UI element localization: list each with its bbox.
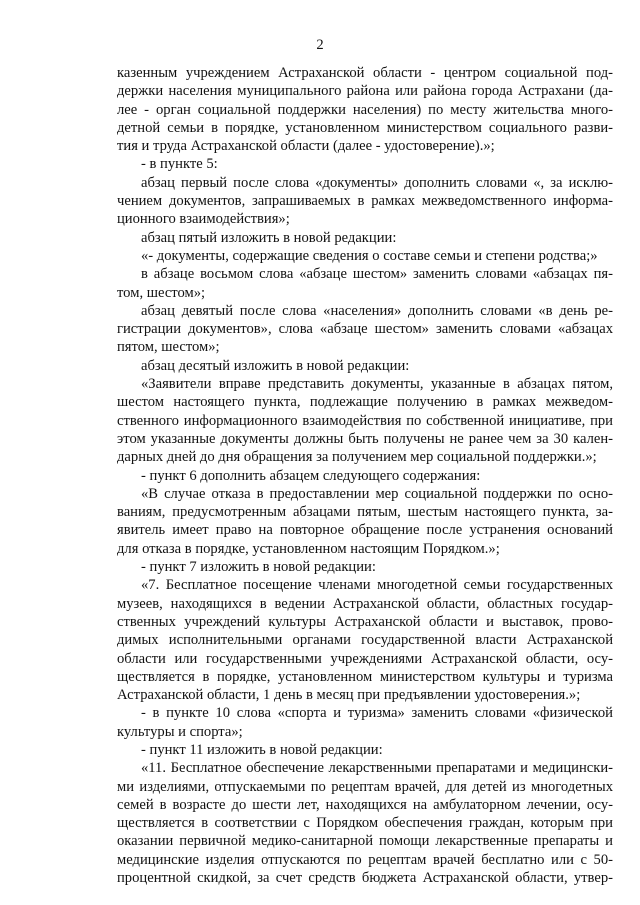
text-line: ми изделиями, отпускаемыми по рецептам врачей, для детей из многодетных bbox=[117, 778, 613, 795]
text-line: - в пункте 10 слова «спорта и туризма» заменить словами «физической bbox=[141, 705, 613, 722]
text-line: «11. Бесплатное обеспечение лекарственными препаратами и медицински- bbox=[141, 760, 613, 777]
text-line: области или государственными учреждениями Астраханской области, осу- bbox=[117, 650, 613, 667]
text-line: музеев, находящихся в ведении Астраханской области, областных государ- bbox=[117, 595, 613, 612]
page-number: 2 bbox=[316, 37, 324, 53]
paragraph bbox=[117, 302, 613, 357]
text-line: ществляется в соответствии с Порядком обеспечения граждан, которым при bbox=[117, 815, 613, 832]
text-line: культуры и спорта»; bbox=[117, 723, 243, 740]
text-line: шестом настоящего пункта, подлежащие получению в рамках межведом- bbox=[117, 394, 613, 411]
paragraph bbox=[117, 558, 613, 576]
text-line: - пункт 11 изложить в новой редакции: bbox=[141, 741, 383, 758]
text-line: абзац десятый изложить в новой редакции: bbox=[141, 357, 410, 374]
document-body bbox=[117, 64, 613, 887]
paragraph bbox=[117, 485, 613, 558]
paragraph bbox=[117, 704, 613, 741]
text-line: в абзаце восьмом слова «абзаце шестом» заменить словами «абзацах пя- bbox=[141, 266, 613, 283]
text-line: этом указанные документы должны быть получены не ранее чем за 30 кален- bbox=[117, 430, 613, 447]
text-line: пятом, шестом»; bbox=[117, 339, 220, 356]
paragraph bbox=[117, 265, 613, 302]
text-line: лее - орган социальной поддержки населения) по месту жительства много- bbox=[117, 101, 613, 118]
text-line: абзац пятый изложить в новой редакции: bbox=[141, 229, 397, 246]
text-line: для отказа в порядке, установленном настоящим Порядком.»; bbox=[117, 540, 500, 557]
text-line: ционного взаимодействия»; bbox=[117, 211, 290, 228]
text-line: ственного информационного взаимодействия по собственной инициативе, при bbox=[117, 412, 613, 429]
text-line: - в пункте 5: bbox=[141, 156, 218, 173]
text-line: тия и труда Астраханской области (далее - удостоверение).»; bbox=[117, 138, 495, 155]
paragraph bbox=[117, 357, 613, 375]
text-line: ваниям, предусмотренным абзацами пятым, шестым настоящего пункта, за- bbox=[117, 504, 613, 521]
text-line: семей в возрасте до шести лет, находящихся на амбулаторном лечении, осу- bbox=[117, 796, 613, 813]
paragraph bbox=[117, 247, 613, 265]
text-line: том, шестом»; bbox=[117, 284, 206, 301]
text-line: оказании первичной медико-санитарной помощи лекарственные препараты и bbox=[117, 833, 613, 850]
text-line: явитель имеет право на повторное обращение после устранения оснований bbox=[117, 522, 613, 539]
text-line: медицинские изделия отпускаются по рецептам врачей бесплатно или с 50- bbox=[117, 851, 613, 868]
paragraph bbox=[117, 375, 613, 466]
text-line: «7. Бесплатное посещение членами многодетной семьи государственных bbox=[141, 577, 613, 594]
paragraph bbox=[117, 576, 613, 704]
text-line: чением документов, запрашиваемых в рамках межведомственного информа- bbox=[117, 193, 613, 210]
paragraph bbox=[117, 759, 613, 887]
text-line: «Заявители вправе представить документы, указанные в абзацах пятом, bbox=[141, 376, 613, 393]
text-line: ществляется в порядке, установленном министерством культуры и туризма bbox=[117, 668, 613, 685]
paragraph bbox=[117, 229, 613, 247]
text-line: гистрации документов», слова «абзаце шестом» заменить словами «абзацах bbox=[117, 321, 613, 338]
text-line: «- документы, содержащие сведения о составе семьи и степени родства;» bbox=[141, 247, 598, 264]
text-line: казенным учреждением Астраханской области - центром социальной под- bbox=[117, 65, 613, 81]
paragraph bbox=[117, 174, 613, 229]
paragraph bbox=[117, 741, 613, 759]
text-line: «В случае отказа в предоставлении мер социальной поддержки по осно- bbox=[141, 485, 613, 502]
text-line: абзац девятый после слова «населения» дополнить словами «в день ре- bbox=[141, 302, 613, 319]
paragraph bbox=[117, 155, 613, 173]
text-line: - пункт 6 дополнить абзацем следующего содержания: bbox=[141, 467, 481, 484]
paragraph bbox=[117, 467, 613, 485]
text-line: - пункт 7 изложить в новой редакции: bbox=[141, 559, 376, 576]
text-line: Астраханской области, 1 день в месяц при предъявлении удостоверения.»; bbox=[117, 687, 581, 704]
text-line: димых исполнительными органами государственной власти Астраханской bbox=[117, 632, 613, 649]
text-line: детной семьи в порядке, установленном министерством социального разви- bbox=[117, 119, 613, 136]
text-line: процентной скидкой, за счет средств бюджета Астраханской области, утвер- bbox=[117, 870, 613, 887]
paragraph bbox=[117, 64, 613, 155]
text-line: ственных учреждений культуры Астраханской области и выставок, прово- bbox=[117, 613, 613, 630]
text-line: дарных дней до дня обращения за получением мер социальной поддержки.»; bbox=[117, 449, 597, 466]
text-line: держки населения муниципального района или района города Астрахани (да- bbox=[117, 83, 613, 100]
text-line: абзац первый после слова «документы» дополнить словами «, за исклю- bbox=[141, 174, 613, 191]
